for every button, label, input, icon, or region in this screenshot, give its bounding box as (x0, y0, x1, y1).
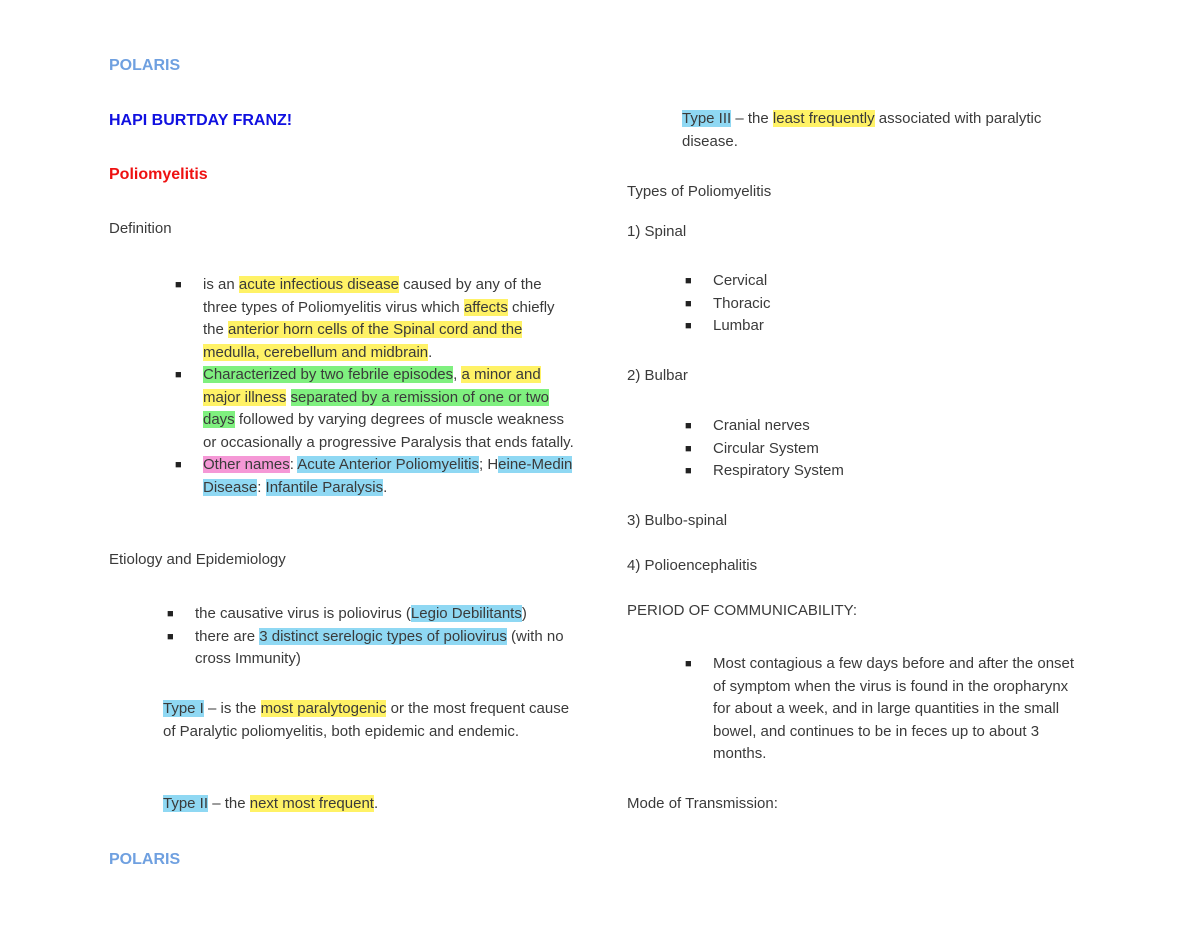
highlighted-text: Infantile Paralysis (265, 478, 384, 496)
text-segment: : (289, 456, 298, 473)
highlighted-text: separated by a remission of one or two days (203, 388, 550, 428)
text-segment: there are (195, 627, 260, 645)
text-segment: is an (203, 276, 239, 293)
transmission-heading: Mode of Transmission: (627, 795, 778, 812)
list-item-text: Respiratory System (713, 462, 844, 479)
list-item-text: Cranial nerves (713, 417, 810, 434)
list-item (175, 454, 575, 499)
text-segment: the causative virus is poliovirus ( (195, 605, 411, 622)
bullet-icon: ■ (175, 459, 182, 471)
bullet-icon: ■ (685, 297, 692, 310)
highlighted-text: affects (463, 298, 508, 316)
bullet-icon: ■ (685, 442, 692, 455)
bullet-icon: ■ (685, 275, 692, 287)
brand-footer: POLARIS (109, 851, 181, 868)
text-segment: . (428, 343, 433, 361)
highlighted-text: acute infectious disease (238, 276, 399, 293)
bullet-icon: ■ (167, 630, 174, 643)
bullet-icon: ■ (685, 658, 692, 670)
text-segment: . (373, 795, 379, 812)
list-item (685, 653, 1085, 766)
highlighted-text: anterior horn cells of the Spinal cord and the medulla, cerebellum and midbrain (203, 321, 523, 361)
highlighted-text: next most frequent (249, 795, 374, 812)
types-heading: Types of Poliomyelitis (627, 183, 772, 200)
list-item (685, 438, 1093, 461)
bullet-icon: ■ (685, 420, 692, 432)
etiology-heading: Etiology and Epidemiology (109, 551, 286, 568)
text-segment: . (383, 478, 388, 496)
text-segment: ; H (478, 456, 499, 473)
definition-heading: Definition (109, 220, 172, 237)
list-item-text: Lumbar (713, 317, 764, 334)
bulbar-heading: 2) Bulbar (627, 367, 688, 384)
text-segment: : (257, 478, 266, 496)
highlighted-text: Acute Anterior Poliomyelitis (297, 456, 479, 473)
communicability-list (685, 653, 1085, 766)
type-three-paragraph (682, 108, 1092, 153)
bulbo-spinal-heading: 3) Bulbo-spinal (627, 512, 728, 529)
highlighted-text: 3 distinct serelogic types of poliovirus (259, 627, 507, 645)
definition-list (175, 274, 575, 499)
list-item (175, 274, 575, 364)
text-segment: ) (521, 605, 527, 622)
text-segment: – the (731, 110, 773, 127)
highlighted-text: Other names (203, 456, 290, 473)
text-segment: or the most frequent cause of Paralytic poliomyelitis, both epidemic and endemic. (163, 700, 570, 740)
text-segment: associated with paralytic disease. (682, 110, 1042, 150)
highlighted-text: eine-Medin Disease (203, 456, 573, 496)
highlighted-text: least frequently (772, 110, 875, 127)
highlighted-text: Type II (163, 795, 209, 812)
highlighted-text: most paralytogenic (260, 700, 387, 717)
list-item (175, 364, 575, 454)
communicability-heading: PERIOD OF COMMUNICABILITY: (627, 602, 858, 619)
text-segment (286, 389, 290, 406)
bullet-icon: ■ (685, 465, 692, 477)
text-segment: (with no cross Immunity) (195, 627, 564, 667)
list-item-text: Thoracic (713, 294, 771, 312)
bullet-icon: ■ (685, 320, 692, 332)
list-item (685, 415, 1093, 438)
list-item (685, 315, 1093, 338)
greeting-title: HAPI BURTDAY FRANZ! (109, 112, 293, 129)
text-segment: – is the (203, 700, 261, 717)
spinal-heading: 1) Spinal (627, 223, 687, 240)
list-item (685, 270, 1093, 293)
list-item (167, 603, 575, 626)
type-two-paragraph (163, 793, 575, 816)
topic-title: Poliomyelitis (109, 166, 208, 183)
brand-header: POLARIS (109, 57, 181, 74)
etiology-list (167, 603, 575, 671)
text-segment: followed by varying degrees of muscle weakness or occasionally a progressive Paralysis that ends fatally. (203, 411, 574, 451)
polioencephalitis-heading: 4) Polioencephalitis (627, 557, 758, 574)
list-item-text: Cervical (713, 272, 768, 289)
highlighted-text: Characterized by two febrile episodes (203, 366, 454, 383)
text-segment: – the (208, 795, 250, 812)
bullet-icon: ■ (167, 608, 174, 620)
bullet-icon: ■ (175, 369, 182, 381)
list-item (167, 626, 575, 671)
highlighted-text: Type III (682, 110, 732, 127)
bulbar-list (685, 415, 1093, 483)
highlighted-text: Legio Debilitants (410, 605, 522, 622)
list-item-text: Circular System (713, 439, 819, 457)
type-one-paragraph (163, 698, 575, 743)
list-item (685, 460, 1093, 483)
text-segment: chiefly the (203, 298, 555, 338)
highlighted-text: a minor and major illness (203, 366, 541, 406)
spinal-list (685, 270, 1093, 338)
text-segment: , (453, 366, 462, 383)
highlighted-text: Type I (163, 700, 204, 717)
list-item (685, 293, 1093, 316)
list-item-text: Most contagious a few days before and after the onset of symptom when the virus is found in the oropharynx for about a week, and in large quantities in the small bowel, and continues to be in feces up to about 3 months. (713, 655, 1075, 762)
bullet-icon: ■ (175, 279, 182, 291)
text-segment: caused by any of the three types of Poliomyelitis virus which (203, 276, 542, 316)
